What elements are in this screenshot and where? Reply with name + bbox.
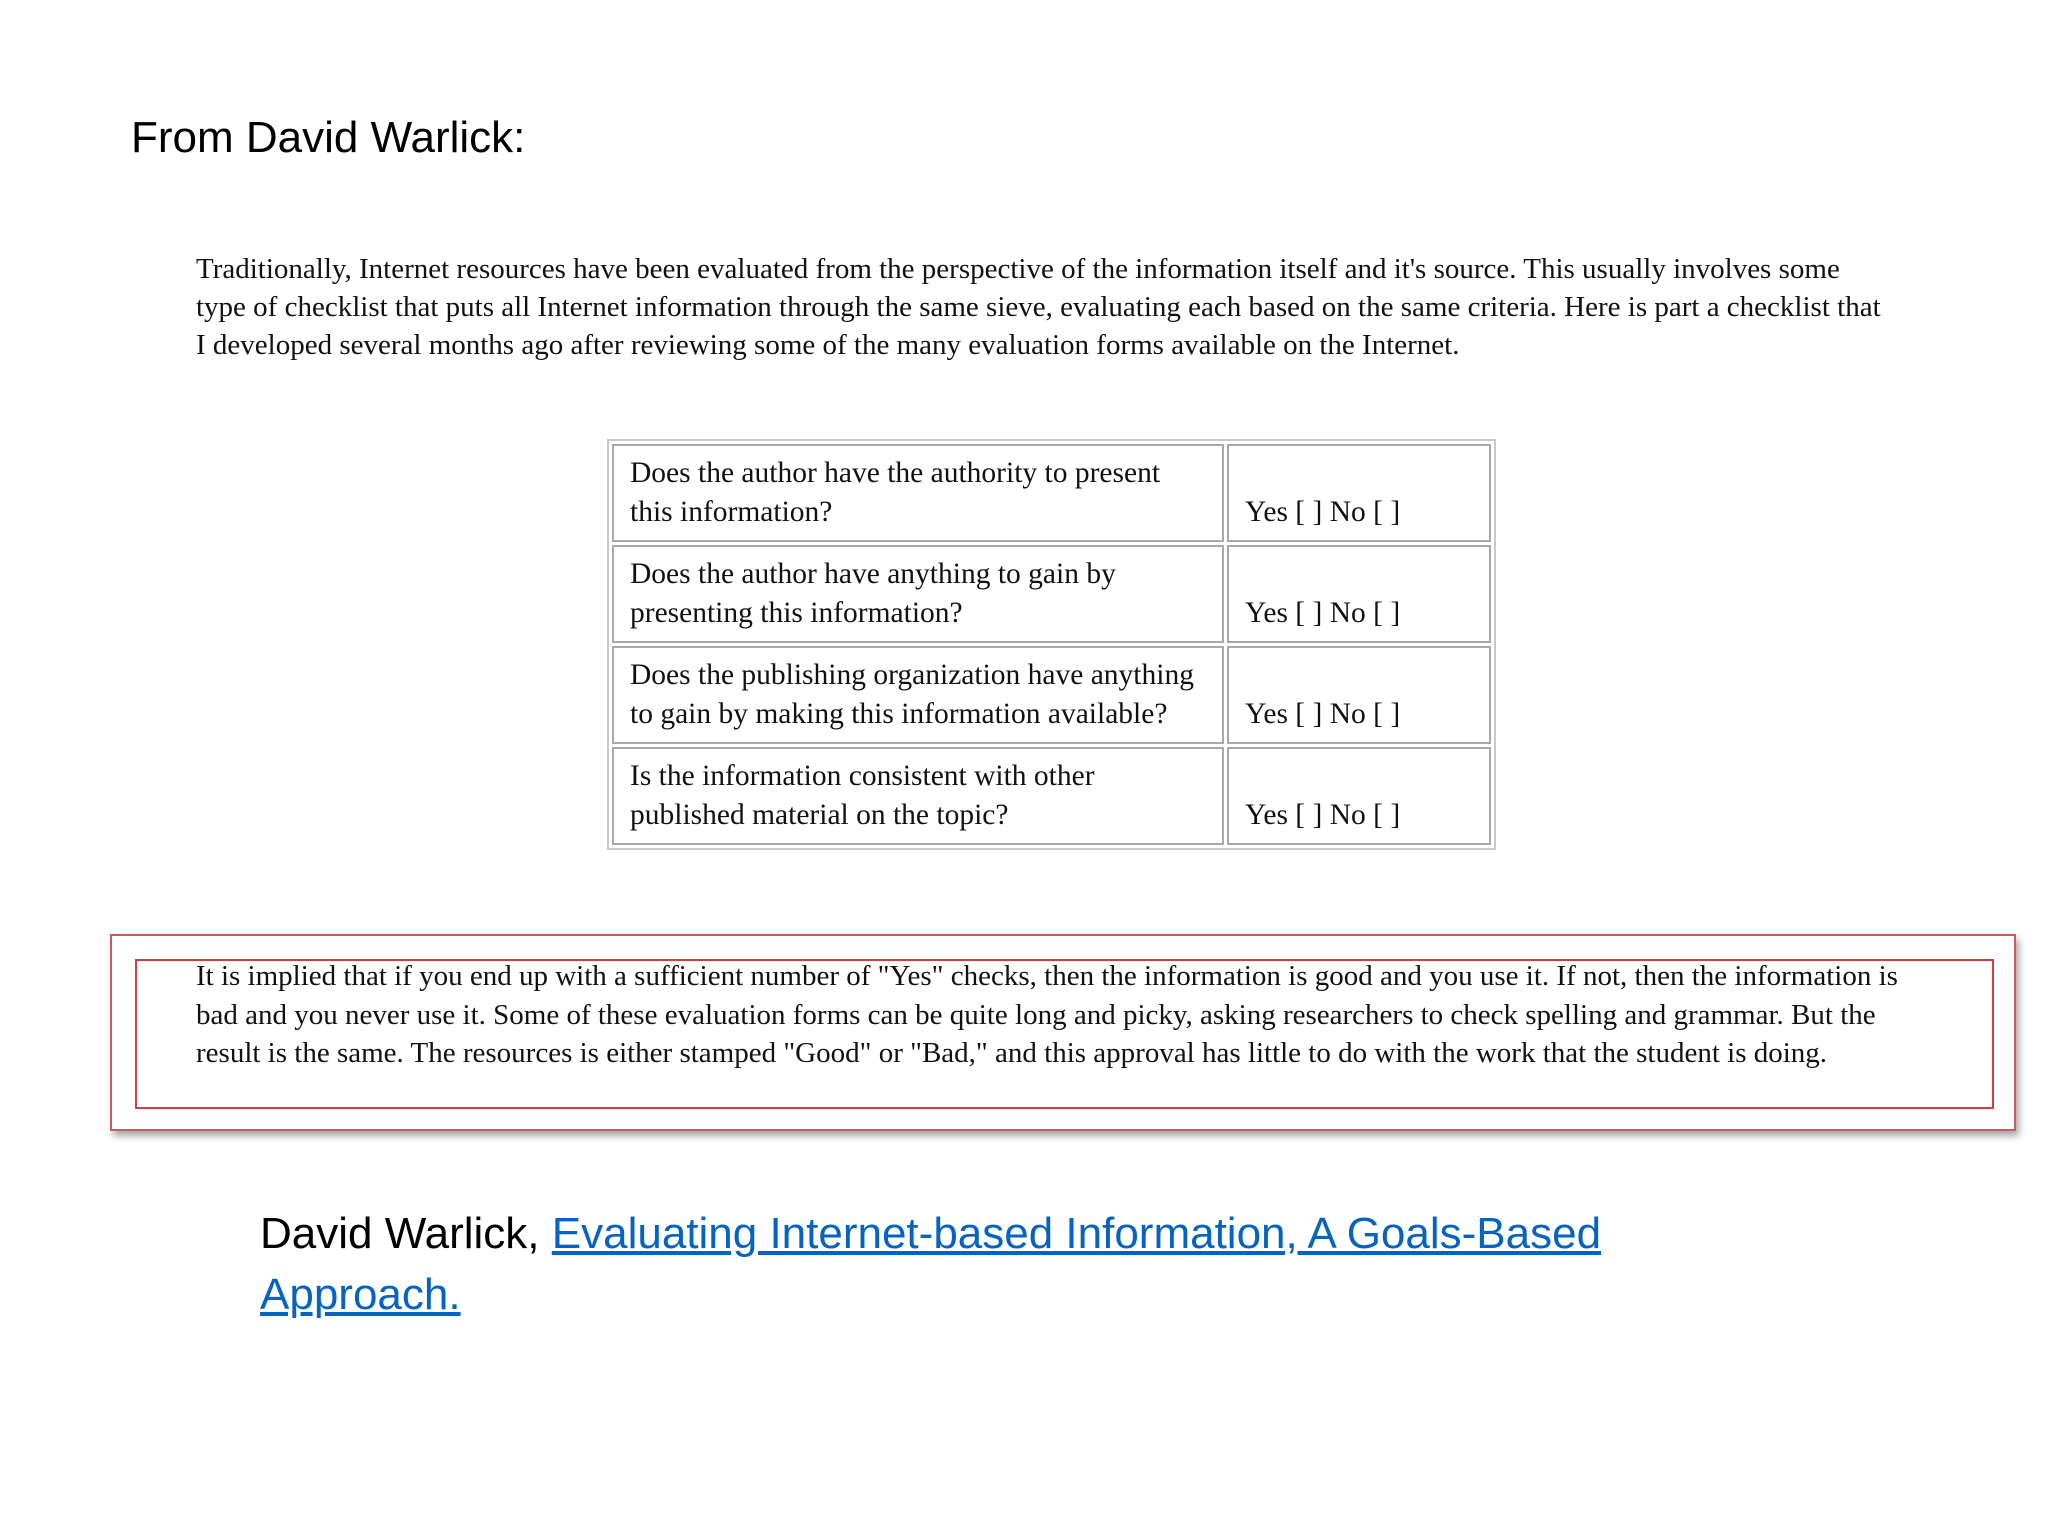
citation: [260, 1203, 1660, 1325]
checklist-table: [607, 439, 1496, 850]
conclusion-paragraph: It is implied that if you end up with a sufficient number of "Yes" checks, then the information is good and you use it. If not, then the information is bad and you never use it. Some of these evaluation forms can be quite long and picky, asking researchers to check spelling and grammar. But the result is the same. The resources is either stamped "Good" or "Bad," and this approval has little to do with the work that the student is doing.: [196, 960, 1898, 1069]
table-row: [612, 747, 1491, 845]
checklist-answer: Yes [ ] No [ ]: [1227, 545, 1491, 643]
intro-paragraph: Traditionally, Internet resources have been evaluated from the perspective of the information itself and it's source. This usually involves some type of checklist that puts all Internet information through the same sieve, evaluating each based on the same criteria. Here is part a checklist that I developed several months ago after reviewing some of the many evaluation forms available on the Internet.: [196, 253, 1881, 361]
slide-title: From David Warlick:: [131, 113, 526, 162]
citation-link[interactable]: Evaluating Internet-based Information, A Goals-Based Approach.: [260, 1209, 1602, 1319]
checklist-question: Does the author have anything to gain by presenting this information?: [612, 545, 1224, 643]
citation-author: David Warlick,: [260, 1209, 552, 1258]
checklist-answer: Yes [ ] No [ ]: [1227, 646, 1491, 744]
checklist-answer: Yes [ ] No [ ]: [1227, 747, 1491, 845]
checklist-question: Does the publishing organization have anything to gain by making this information available?: [612, 646, 1224, 744]
checklist-question: Does the author have the authority to present this information?: [612, 444, 1224, 542]
table-row: [612, 545, 1491, 643]
table-row: [612, 444, 1491, 542]
checklist-question: Is the information consistent with other published material on the topic?: [612, 747, 1224, 845]
checklist-answer: Yes [ ] No [ ]: [1227, 444, 1491, 542]
table-row: [612, 646, 1491, 744]
